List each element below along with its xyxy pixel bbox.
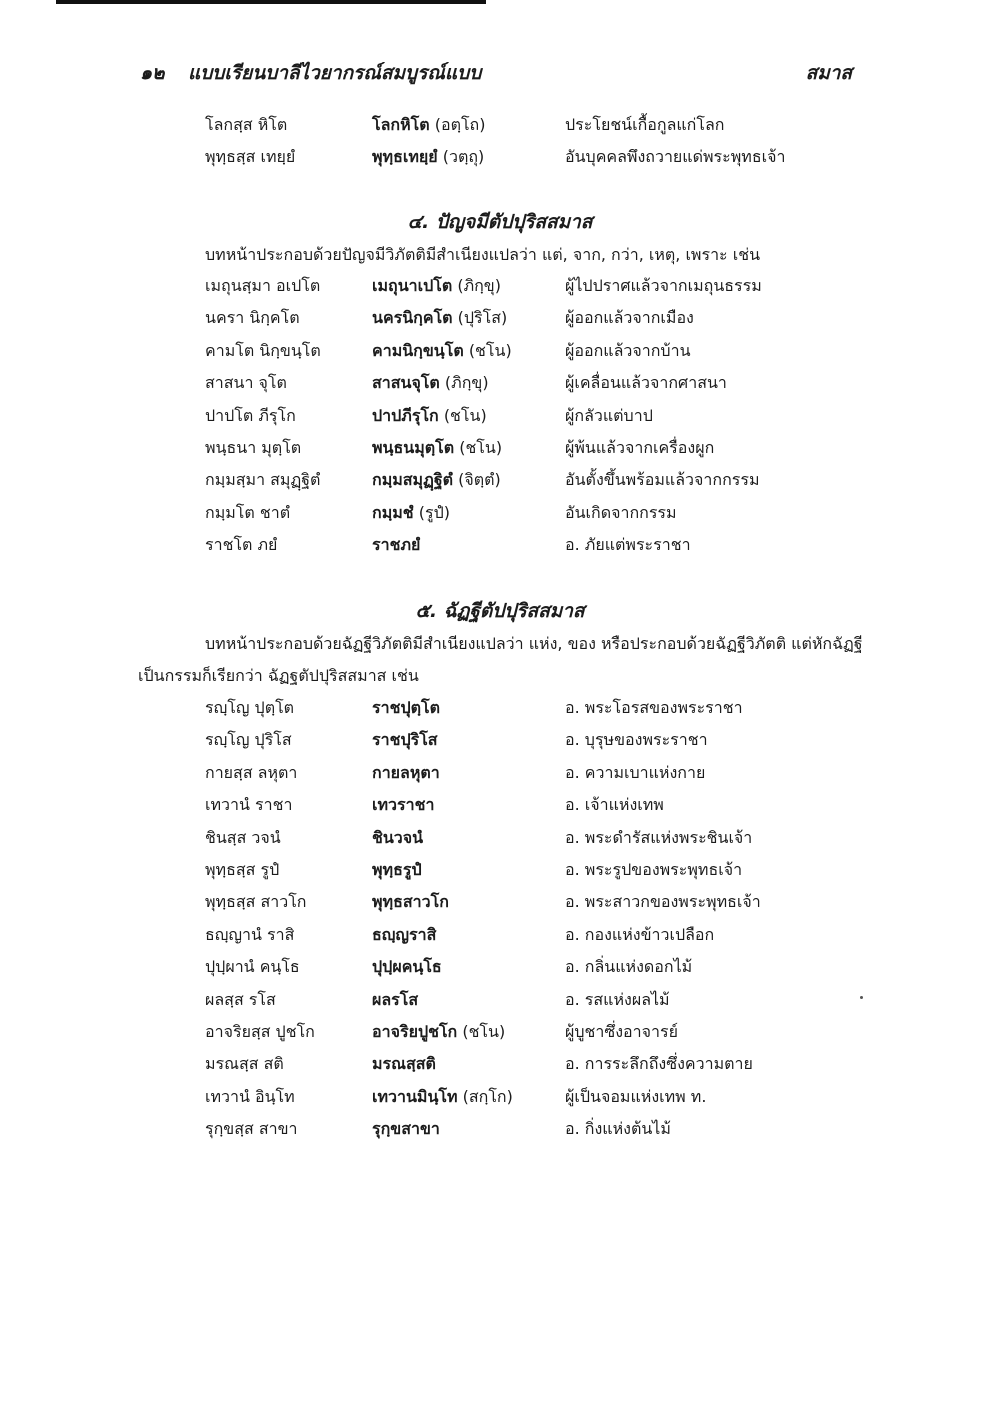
compound-cell — [372, 436, 502, 461]
source-words: ปาปโต ภีรุโก — [205, 405, 296, 425]
source-words: คามโต นิกฺขนฺโต — [205, 340, 321, 360]
compound-cell — [372, 793, 434, 818]
compound-cell — [372, 1020, 505, 1045]
source-words: อาจริยสฺส ปูชโก — [205, 1022, 315, 1041]
compound-cell — [372, 858, 422, 883]
compound-word: ปาปภีรุโก — [372, 405, 439, 425]
example-row — [205, 339, 845, 367]
compound-word: ราชภยํ — [372, 535, 421, 555]
meaning: อ. กองแห่งข้าวเปลือก — [565, 924, 715, 944]
source-words: สาสนา จุโต — [205, 373, 287, 393]
compound-note: (ชโน) — [468, 340, 512, 360]
example-row — [205, 501, 845, 529]
compound-word: ราชปุริโส — [372, 730, 438, 750]
meaning: ผู้ไปปราศแล้วจากเมถุนธรรม — [565, 276, 762, 295]
source-words: ราชโต ภยํ — [205, 535, 278, 555]
compound-word: มรณสฺสติ — [372, 1054, 436, 1074]
scan-speck — [860, 996, 863, 999]
compound-cell — [372, 1117, 440, 1142]
meaning: อ. การระลึกถึงซึ่งความตาย — [565, 1054, 753, 1074]
page-header — [140, 58, 852, 88]
compound-word: กมฺมสมุฏฺฐิตํ — [372, 470, 454, 490]
compound-cell — [372, 761, 440, 786]
source-words: กมฺมสฺมา สมุฏฺฐิตํ — [205, 470, 321, 490]
compound-note: (อตฺโถ) — [434, 115, 486, 134]
compound-word: รุกฺขสาขา — [372, 1119, 440, 1139]
example-row — [205, 468, 845, 496]
meaning: ผู้พ้นแล้วจากเครื่องผูก — [565, 438, 715, 457]
example-row — [205, 1117, 845, 1145]
example-row — [205, 696, 845, 724]
compound-cell — [372, 696, 440, 721]
meaning: อ. พระสาวกของพระพุทธเจ้า — [565, 892, 761, 912]
compound-note: (ชโน) — [443, 405, 487, 425]
compound-note: (จิตฺตํ) — [458, 470, 501, 490]
meaning: ผู้ออกแล้วจากเมือง — [565, 308, 694, 328]
compound-word: ผลรโส — [372, 989, 419, 1009]
compound-word: ชินวจนํ — [372, 827, 424, 847]
compound-word: กายลหุตา — [372, 762, 440, 782]
meaning: ผู้บูชาซึ่งอาจารย์ — [565, 1022, 678, 1041]
compound-cell — [372, 988, 418, 1013]
compound-word: กมฺมชํ — [372, 502, 414, 522]
compound-note: (ภิกฺขุ) — [457, 276, 501, 295]
source-words: พุทฺธสฺส เทยฺยํ — [205, 147, 296, 166]
compound-cell — [372, 404, 487, 429]
chapter-title: สมาส — [805, 62, 852, 84]
compound-cell — [372, 1052, 436, 1077]
compound-word: เทวานมินฺโท — [372, 1086, 458, 1106]
compound-word: เมถุนาเปโต — [372, 276, 453, 295]
compound-word: เทวราชา — [372, 795, 435, 815]
compound-cell — [372, 923, 436, 948]
example-row — [205, 1052, 845, 1080]
compound-note: (ชโน) — [462, 1022, 506, 1041]
section-5-intro-line1: บทหน้าประกอบด้วยฉัฏฐีวิภัตติมีสำเนียงแปลว่า แห่ง, ของ หรือประกอบด้วยฉัฏฐีวิภัตติ แต่หักฉัฏฐี — [205, 634, 863, 653]
source-words: ผลสฺส รโส — [205, 989, 276, 1009]
compound-word: ธญฺญราสิ — [372, 924, 437, 944]
source-words: โลกสฺส หิโต — [205, 115, 288, 134]
source-words: ชินสฺส วจนํ — [205, 827, 281, 847]
compound-cell — [372, 1085, 513, 1110]
compound-word: พุทฺธสาวโก — [372, 892, 449, 912]
example-row — [205, 533, 845, 561]
compound-note: (รูปํ) — [418, 502, 450, 522]
meaning: อันบุคคลพึงถวายแด่พระพุทธเจ้า — [565, 147, 786, 166]
meaning: ผู้กลัวแต่บาป — [565, 405, 653, 425]
example-row — [205, 371, 845, 399]
source-words: เมถุนสฺมา อเปโต — [205, 276, 321, 295]
meaning: อ. เจ้าแห่งเทพ — [565, 795, 664, 815]
compound-note: (วตฺถุ) — [442, 147, 485, 166]
compound-cell — [372, 955, 442, 980]
meaning: ผู้เคลื่อนแล้วจากศาสนา — [565, 373, 727, 393]
compound-cell — [372, 371, 489, 396]
compound-cell — [372, 826, 423, 851]
meaning: อันตั้งขึ้นพร้อมแล้วจากกรรม — [565, 470, 760, 490]
example-row — [205, 923, 845, 951]
meaning: อันเกิดจากกรรม — [565, 502, 677, 522]
book-title: แบบเรียนบาลีไวยากรณ์สมบูรณ์แบบ — [188, 62, 482, 84]
meaning: ผู้เป็นจอมแห่งเทพ ท. — [565, 1086, 707, 1106]
meaning: อ. พระดำรัสแห่งพระชินเจ้า — [565, 827, 753, 847]
section-4-title: ๔. ปัญจมีตัปปุริสสมาส — [407, 211, 593, 233]
compound-word: ปุปฺผคนฺโธ — [372, 957, 442, 977]
compound-word: นครนิกฺคโต — [372, 308, 453, 328]
meaning: ผู้ออกแล้วจากบ้าน — [565, 340, 691, 360]
example-row — [205, 728, 845, 756]
source-words: รญฺโญ ปุริโส — [205, 730, 292, 750]
compound-cell — [372, 113, 485, 138]
example-row — [205, 436, 845, 464]
example-row — [205, 858, 845, 886]
compound-cell — [372, 306, 507, 331]
meaning: อ. ภัยแต่พระราชา — [565, 535, 691, 555]
source-words: เทวานํ ราชา — [205, 795, 293, 815]
compound-word: สาสนจุโต — [372, 373, 440, 393]
example-row — [205, 826, 845, 854]
page-number: ๑๒ — [140, 62, 165, 84]
compound-cell — [372, 468, 501, 493]
source-words: กายสฺส ลหุตา — [205, 762, 298, 782]
meaning: อ. บุรุษของพระราชา — [565, 730, 708, 750]
compound-cell — [372, 533, 420, 558]
compound-word: คามนิกฺขนฺโต — [372, 340, 464, 360]
compound-note: (ชโน) — [459, 438, 503, 457]
compound-word: พุทฺธรูปํ — [372, 860, 422, 879]
compound-word: พนฺธนมุตฺโต — [372, 438, 455, 457]
example-row — [205, 761, 845, 789]
source-words: ปุปฺผานํ คนฺโธ — [205, 957, 300, 977]
source-words: พนฺธนา มุตฺโต — [205, 438, 302, 457]
example-row — [205, 274, 845, 302]
source-words: ธญฺญานํ ราสิ — [205, 924, 295, 944]
compound-cell — [372, 728, 438, 753]
top-border-line — [56, 0, 486, 4]
compound-word: พุทฺธเทยฺยํ — [372, 147, 438, 166]
compound-note: (ภิกฺขุ) — [444, 373, 489, 393]
source-words: กมฺมโต ชาตํ — [205, 502, 291, 522]
compound-note: (ปุริโส) — [457, 308, 508, 328]
meaning: อ. กลิ่นแห่งดอกไม้ — [565, 957, 693, 977]
source-words: มรณสฺส สติ — [205, 1054, 284, 1074]
source-words: เทวานํ อินฺโท — [205, 1086, 295, 1106]
source-words: พุทฺธสฺส สาวโก — [205, 892, 307, 912]
source-words: นครา นิกฺคโต — [205, 308, 300, 328]
example-row — [205, 988, 845, 1016]
meaning: อ. รสแห่งผลไม้ — [565, 989, 670, 1009]
source-words: รุกฺขสฺส สาขา — [205, 1119, 298, 1139]
example-row — [205, 306, 845, 334]
example-row — [205, 1085, 845, 1113]
section-5-intro-line2: เป็นกรรมก็เรียกว่า ฉัฏฐตัปปุริสสมาส เช่น — [138, 666, 419, 685]
meaning: อ. ความเบาแห่งกาย — [565, 762, 706, 782]
source-words: พุทฺธสฺส รูปํ — [205, 860, 280, 879]
section-5-title: ๕. ฉัฏฐีตัปปุริสสมาส — [415, 600, 585, 622]
section-4-intro: บทหน้าประกอบด้วยปัญจมีวิภัตติมีสำเนียงแปลว่า แต่, จาก, กว่า, เหตุ, เพราะ เช่น — [205, 245, 760, 264]
compound-note: (สกฺโก) — [462, 1086, 513, 1106]
compound-cell — [372, 145, 484, 170]
compound-cell — [372, 890, 449, 915]
meaning: ประโยชน์เกื้อกูลแก่โลก — [565, 115, 725, 134]
compound-cell — [372, 339, 512, 364]
example-row — [205, 955, 845, 983]
meaning: อ. กิ่งแห่งต้นไม้ — [565, 1119, 671, 1139]
source-words: รญฺโญ ปุตฺโต — [205, 698, 295, 717]
compound-word: โลกหิโต — [372, 115, 430, 134]
compound-word: อาจริยปูชโก — [372, 1022, 458, 1041]
compound-cell — [372, 501, 450, 526]
example-row — [205, 793, 845, 821]
compound-word: ราชปุตฺโต — [372, 698, 440, 717]
example-row — [205, 145, 845, 173]
meaning: อ. พระโอรสของพระราชา — [565, 698, 743, 717]
example-row — [205, 890, 845, 918]
example-row — [205, 404, 845, 432]
meaning: อ. พระรูปของพระพุทธเจ้า — [565, 860, 743, 879]
example-row — [205, 113, 845, 141]
example-row — [205, 1020, 845, 1048]
compound-cell — [372, 274, 501, 299]
